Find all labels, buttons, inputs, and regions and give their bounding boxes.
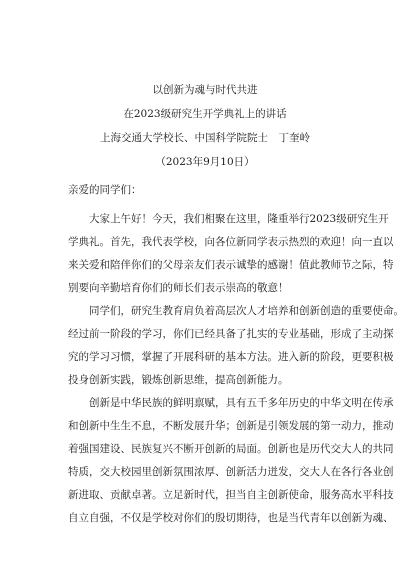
speech-occasion: 在2023级研究生开学典礼上的讲话 [123, 108, 287, 120]
paragraph-line: 和创新中生生不息，不断发展升华；创新是引领发展的第一动力，推动 [68, 420, 394, 432]
paragraph [68, 392, 394, 530]
paragraph-line: 新进取、贡献卓著。立足新时代，担当自主创新使命，服务高水平科技 [68, 489, 394, 501]
paragraph-line: 大家上午好！今天，我们相聚在这里，隆重举行2023级研究生开 [89, 213, 389, 225]
paragraph-line: 别要向辛勤培育你们的师长们表示崇高的敬意！ [68, 282, 289, 294]
paragraph [68, 208, 394, 300]
paragraph-line: 创新是中华民族的鲜明禀赋，具有五千多年历史的中华文明在传承 [89, 397, 394, 409]
speaker-line: 上海交通大学校长、中国科学院院士 丁奎岭 [100, 132, 310, 144]
paragraph-line: 自立自强，不仅是学校对你们的殷切期待，也是当代青年以创新为魂、 [68, 512, 394, 524]
paragraph-line: 经过前一阶段的学习，你们已经具备了扎实的专业基础，形成了主动探 [68, 328, 394, 340]
paragraph-line: 着强国建设、民族复兴不断开创新的局面。创新也是历代交大人的共同 [68, 443, 394, 455]
paragraph-line: 究的学习习惯，掌握了开展科研的基本方法。进入新的阶段，更要积极 [68, 351, 394, 363]
speech-body [68, 208, 404, 530]
paragraph-line: 特质，交大校园里创新氛围浓厚、创新活力迸发，交大人在各行各业创 [68, 466, 394, 478]
paragraph-line: 同学们，研究生教育肩负着高层次人才培养和创新创造的重要使命。 [89, 305, 404, 317]
paragraph [68, 300, 404, 392]
title-block [60, 78, 350, 174]
salutation: 亲爱的同学们： [68, 184, 142, 196]
speech-date: （2023年9月10日） [155, 156, 255, 168]
paragraph-line: 学典礼。首先，我代表学校，向各位新同学表示热烈的欢迎！向一直以 [68, 236, 394, 248]
paragraph-line: 来关爱和陪伴你们的父母亲友们表示诚挚的感谢！值此教师节之际，特 [68, 259, 394, 271]
paragraph-line: 投身创新实践，锻炼创新思维，提高创新能力。 [68, 374, 289, 386]
speech-title: 以创新为魂与时代共进 [152, 84, 258, 96]
